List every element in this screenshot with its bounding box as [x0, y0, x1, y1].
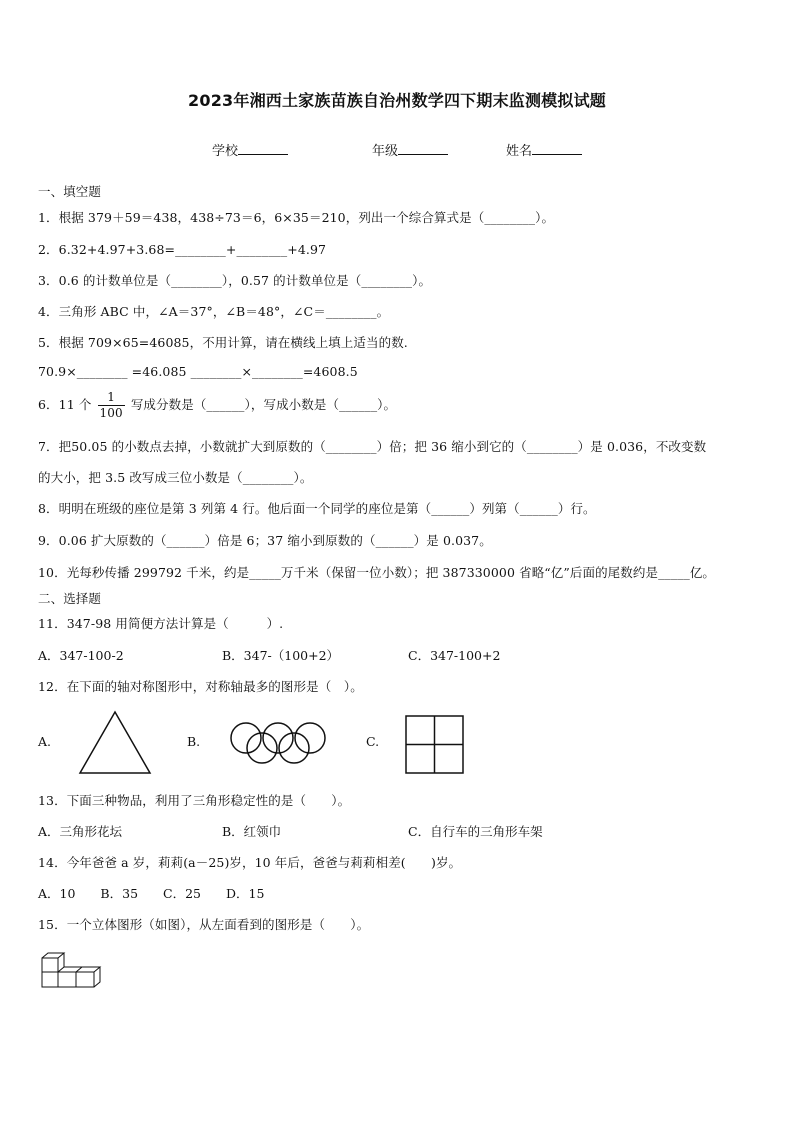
olympic-rings-figure: [226, 722, 330, 762]
grade-field: [372, 140, 448, 159]
question-11-option-c: C．347-100+2: [408, 648, 501, 663]
section-choice-heading: 二、选择题: [38, 591, 102, 606]
question-12-option-b: B.: [187, 734, 201, 749]
question-9: 9．0.06 扩大原数的（______）倍是 6；37 缩小到原数的（______）是 0.037。: [38, 533, 492, 548]
question-6-suffix: 写成分数是（______），写成小数是（______）。: [130, 397, 397, 412]
question-15: 15．一个立体图形（如图），从左面看到的图形是（ ）。: [38, 917, 370, 932]
question-6: [38, 390, 396, 421]
section-fill-heading: 一、填空题: [38, 184, 102, 199]
ring-1: [231, 723, 261, 753]
ring-2: [263, 723, 293, 753]
question-8: 8．明明在班级的座位是第 3 列第 4 行。他后面一个同学的座位是第（______）列第（______）行。: [38, 501, 596, 516]
question-3: 3．0.6 的计数单位是（________），0.57 的计数单位是（________）。: [38, 273, 432, 288]
question-5-answer-line: 70.9×________ =46.085 ________×________=4608.5: [38, 364, 358, 379]
question-5: 5．根据 709×65=46085，不用计算，请在横线上填上适当的数.: [38, 335, 408, 350]
cube-stack-figure: [40, 952, 100, 990]
question-11-option-a: A．347-100-2: [38, 648, 124, 663]
question-11-option-b: B．347-（100+2）: [222, 648, 340, 663]
school-blank: [238, 142, 288, 155]
question-10: 10．光每秒传播 299792 千米，约是_____万千米（保留一位小数）；把 387330000 省略“亿”后面的尾数约是_____亿。: [38, 565, 716, 580]
question-13-option-b: B．红领巾: [222, 824, 282, 839]
question-6-prefix: 6．11 个: [38, 397, 92, 412]
fraction-numerator: 1: [98, 390, 125, 406]
ring-3: [295, 723, 325, 753]
school-label: 学校: [212, 144, 239, 159]
ring-5: [279, 733, 309, 763]
question-7-line-2: 的大小，把 3.5 改写成三位小数是（________）。: [38, 470, 313, 485]
question-2: 2．6.32+4.97+3.68=________+________+4.97: [38, 242, 327, 257]
question-14-options: A．10 B．35 C．25 D．15: [38, 886, 265, 901]
question-4: 4．三角形 ABC 中，∠A＝37°，∠B＝48°，∠C＝________。: [38, 304, 390, 319]
grade-label: 年级: [372, 144, 399, 159]
ring-4: [247, 733, 277, 763]
question-12-option-a: A.: [38, 734, 52, 749]
triangle-shape: [80, 712, 150, 773]
question-13-option-a: A．三角形花坛: [38, 824, 123, 839]
square-grid-figure: [405, 715, 465, 775]
page-title: 2023年湘西土家族苗族自治州数学四下期末监测模拟试题: [188, 91, 606, 110]
cube-edges: [42, 953, 100, 987]
name-blank: [532, 142, 582, 155]
fraction: [98, 390, 125, 421]
name-label: 姓名: [506, 144, 533, 159]
triangle-figure: [78, 710, 152, 776]
question-13-option-c: C．自行车的三角形车架: [408, 824, 543, 839]
question-11: 11．347-98 用简便方法计算是（ ）.: [38, 616, 284, 631]
grade-blank: [398, 142, 448, 155]
school-field: [212, 140, 288, 159]
question-1: 1．根据 379＋59＝438，438÷73＝6，6×35＝210，列出一个综合算式是（________）。: [38, 210, 555, 225]
question-14: 14．今年爸爸 a 岁，莉莉(a－25)岁，10 年后，爸爸与莉莉相差( )岁。: [38, 855, 462, 870]
fraction-denominator: 100: [99, 406, 123, 420]
name-field: [506, 140, 582, 159]
question-13: 13．下面三种物品，利用了三角形稳定性的是（ ）。: [38, 793, 351, 808]
question-12-option-c: C.: [366, 734, 380, 749]
question-7-line-1: 7．把50.05 的小数点去掉，小数就扩大到原数的（________）倍；把 36 缩小到它的（________）是 0.036，不改变数: [38, 439, 707, 454]
question-12: 12．在下面的轴对称图形中，对称轴最多的图形是（ ）。: [38, 679, 363, 694]
